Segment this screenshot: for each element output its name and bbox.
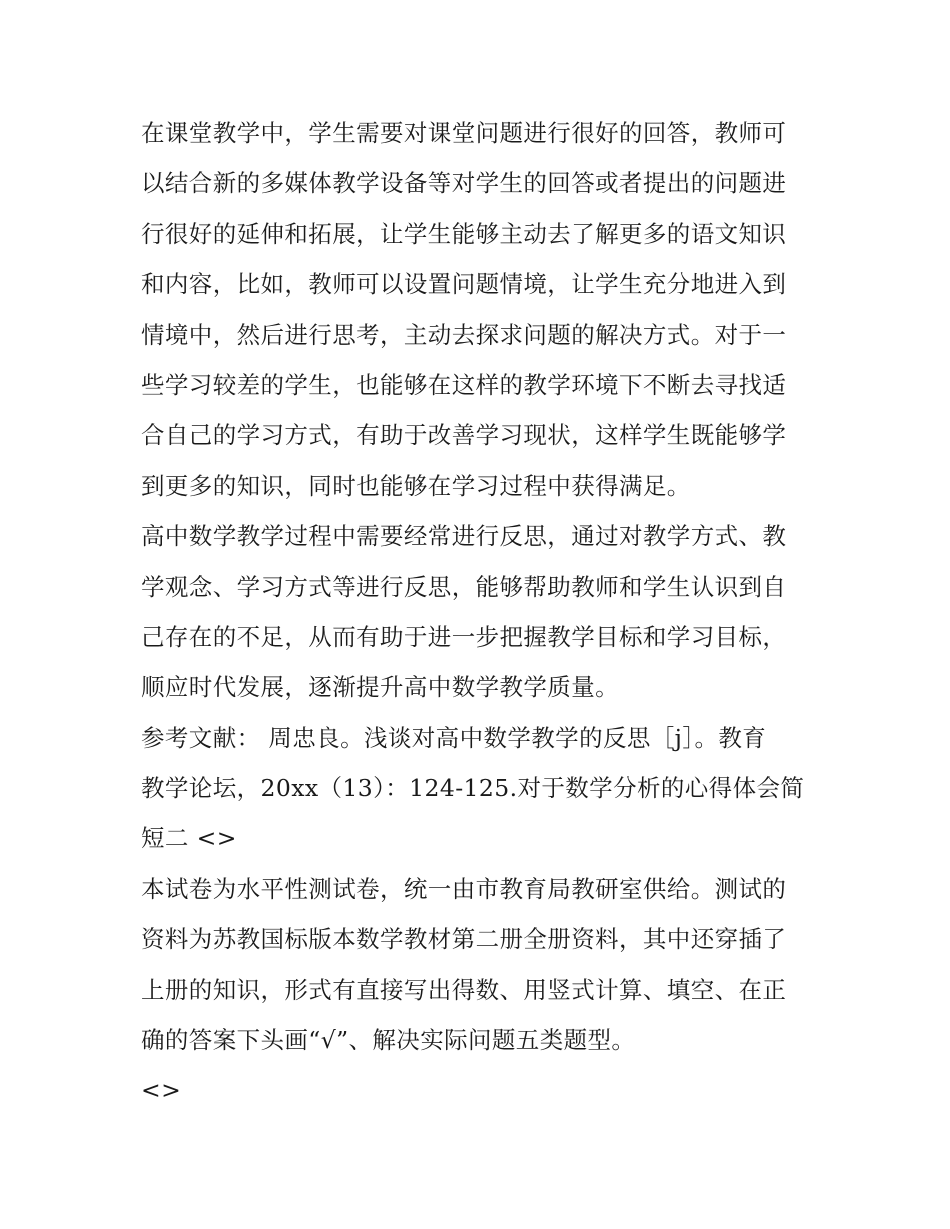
text-line: 些学习较差的学生，也能够在这样的教学环境下不断去寻找适 (141, 370, 787, 399)
text-line: 在课堂教学中，学生需要对课堂问题进行很好的回答，教师可 (141, 119, 787, 147)
text-line: 和内容，比如，教师可以设置问题情境，让学生充分地进入到 (141, 270, 787, 299)
text-line: 以结合新的多媒体教学设备等对学生的回答或者提出的问题进 (141, 169, 787, 198)
document-body (141, 108, 816, 1116)
text-line: 情境中，然后进行思考，主动去探求问题的解决方式。对于一 (141, 320, 787, 349)
text-line: 确的答案下头画“√”、解决实际问题五类题型。 (141, 1026, 636, 1055)
text-line: 行很好的延伸和拓展，让学生能够主动去了解更多的语文知识 (141, 219, 787, 248)
text-line: 本试卷为水平性测试卷，统一由市教育局教研室供给。测试的 (141, 874, 787, 903)
text-line: 合自己的学习方式，有助于改善学习现状，这样学生既能够学 (141, 421, 787, 450)
reference-line: 参考文献： 周忠良。浅谈对高中数学教学的反思［j］。教育 (141, 723, 767, 752)
text-line: 顺应时代发展，逐渐提升高中数学教学质量。 (141, 673, 619, 702)
text-line: 己存在的不足，从而有助于进一步把握教学目标和学习目标， (141, 622, 787, 651)
text-line: <> (141, 1076, 182, 1105)
reference-line: 教学论坛，20xx（13）：124-125.对于数学分析的心得体会简 (141, 774, 805, 803)
text-line: 高中数学教学过程中需要经常进行反思，通过对教学方式、教 (141, 522, 787, 551)
text-line: 到更多的知识，同时也能够在学习过程中获得满足。 (141, 471, 691, 500)
text-line: 上册的知识，形式有直接写出得数、用竖式计算、填空、在正 (141, 975, 787, 1004)
text-line: 学观念、学习方式等进行反思，能够帮助教师和学生认识到自 (141, 572, 787, 601)
section-heading-line: 短二 <> (141, 824, 237, 853)
text-line: 资料为苏教国标版本数学教材第二册全册资料，其中还穿插了 (141, 925, 787, 954)
